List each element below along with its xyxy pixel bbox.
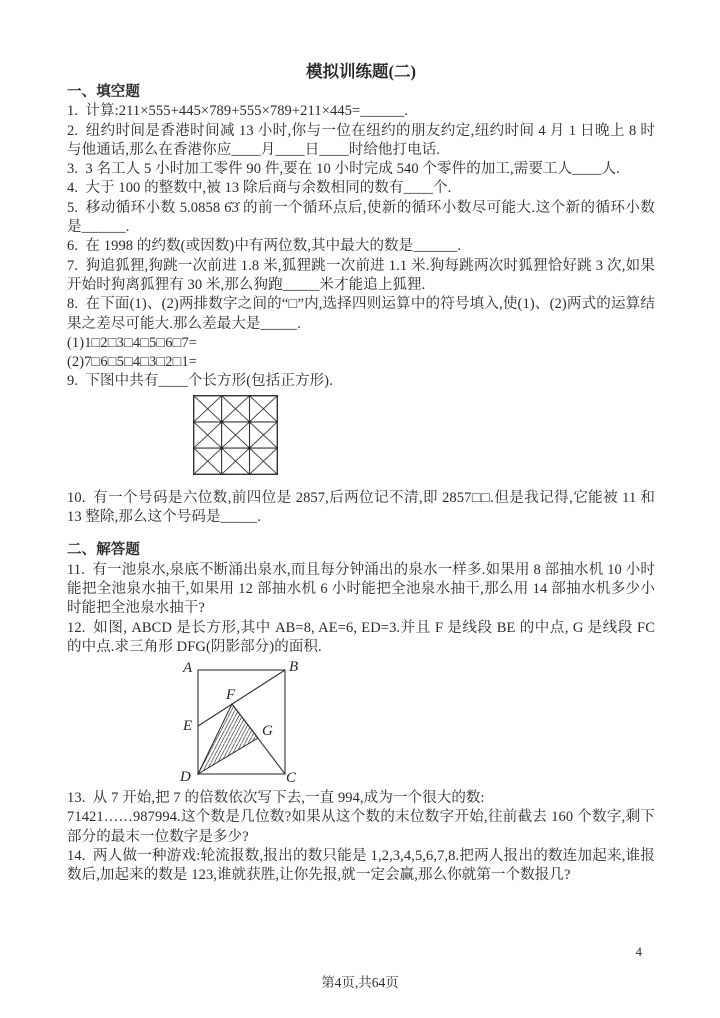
corner-page-number: 4: [635, 944, 642, 959]
vertex-label-g: G: [262, 723, 273, 740]
question-1: 1. 计算:211×555+445×789+555×789+211×445=______.: [67, 103, 409, 120]
question-7: 7. 狗追狐狸,狗跳一次前进 1.8 米,狐狸跳一次前进 1.1 米.狗每跳两次时狐狸恰好跳 3 次,如果开始时狗离狐狸有 30 米,那么狗跑_____米才能追上狐狸.: [67, 257, 655, 293]
grid-cell-diagonals: [194, 395, 278, 474]
question-14: 14. 两人做一种游戏:轮流报数,报出的数只能是 1,2,3,4,5,6,7,8.把两人报出的数连加起来,谁报数后,加起来的数是 123,谁就获胜,让你先报,就一定会赢,那么你就第一个数报几?: [67, 848, 655, 884]
vertex-label-a: A: [183, 660, 193, 677]
question-13-line-2: 71421……987994.这个数是几位数?如果从这个数的末位数字开始,往前截去 160 个数字,剩下部分的最末一位数字是多少?: [67, 809, 655, 845]
question-10: 10. 有一个号码是六位数,前四位是 2857,后两位记不清,即 2857□□.但是我记得,它能被 11 和 13 整除,那么这个号码是_____.: [67, 489, 655, 526]
shaded-triangle-dfg: [198, 704, 258, 774]
vertex-label-d: D: [180, 769, 191, 786]
question-9: 9. 下图中共有____个长方形(包括正方形).: [67, 373, 333, 390]
question-6: 6. 在 1998 的约数(或因数)中有两位数,其中最大的数是______.: [67, 238, 462, 255]
question-8: 8. 在下面(1)、(2)两排数字之间的“□”内,选择四则运算中的符号填入,使(1)、(2)两式的运算结果之差尽可能大.那么差最大是_____.: [67, 296, 655, 332]
question-8-row-1: (1)1□2□3□4□5□6□7=: [67, 334, 198, 351]
question-8-row-2: (2)7□6□5□4□3□2□1=: [67, 354, 198, 371]
question-5: 5. 移动循环小数 5.0858 6̇3̇ 的前一个循环点后,使新的循环小数尽可能大.这个新的循环小数是______.: [67, 199, 655, 236]
page-footer: 第4页,共64页: [321, 975, 399, 990]
question-11: 11. 有一池泉水,泉底不断涌出泉水,而且每分钟涌出的泉水一样多.如果用 8 部抽水机 10 小时能把全池泉水抽干,如果用 12 部抽水机 6 小时能把全池泉水抽干,那么用 14 部抽水机多少小时能把全池泉水抽干?: [67, 561, 655, 617]
geometry-triangle-dfg-figure: [170, 659, 315, 787]
page-title: 模拟训练题(二): [306, 62, 416, 81]
question-13-line-1: 13. 从 7 开始,把 7 的倍数依次写下去,一直 994,成为一个很大的数:: [67, 790, 485, 807]
vertex-label-c: C: [286, 770, 297, 787]
question-4: 4. 大于 100 的整数中,被 13 除后商与余数相同的数有____个.: [67, 180, 452, 197]
section2-heading: 二、解答题: [67, 542, 140, 559]
document-content: [67, 61, 655, 886]
vertex-label-f: F: [226, 687, 236, 704]
question-2: 2. 纽约时间是香港时间减 13 小时,你与一位在纽约的朋友约定,纽约时间 4 月 1 日晚上 8 时与他通话,那么在香港你应____月____日____时给他打电话.: [67, 122, 655, 158]
question-12: 12. 如图, ABCD 是长方形,其中 AB=8, AE=6, ED=3.并且 F 是线段 BE 的中点, G 是线段 FC 的中点.求三角形 DFG(阴影部分)的面积.: [67, 619, 655, 655]
section1-heading: 一、填空题: [67, 84, 140, 100]
vertex-label-e: E: [183, 718, 193, 735]
question-3: 3. 3 名工人 5 小时加工零件 90 件,要在 10 小时完成 540 个零件的加工,需要工人____人.: [67, 161, 620, 178]
grid-rectangle-count-figure: [193, 395, 278, 475]
vertex-label-b: B: [289, 659, 299, 676]
